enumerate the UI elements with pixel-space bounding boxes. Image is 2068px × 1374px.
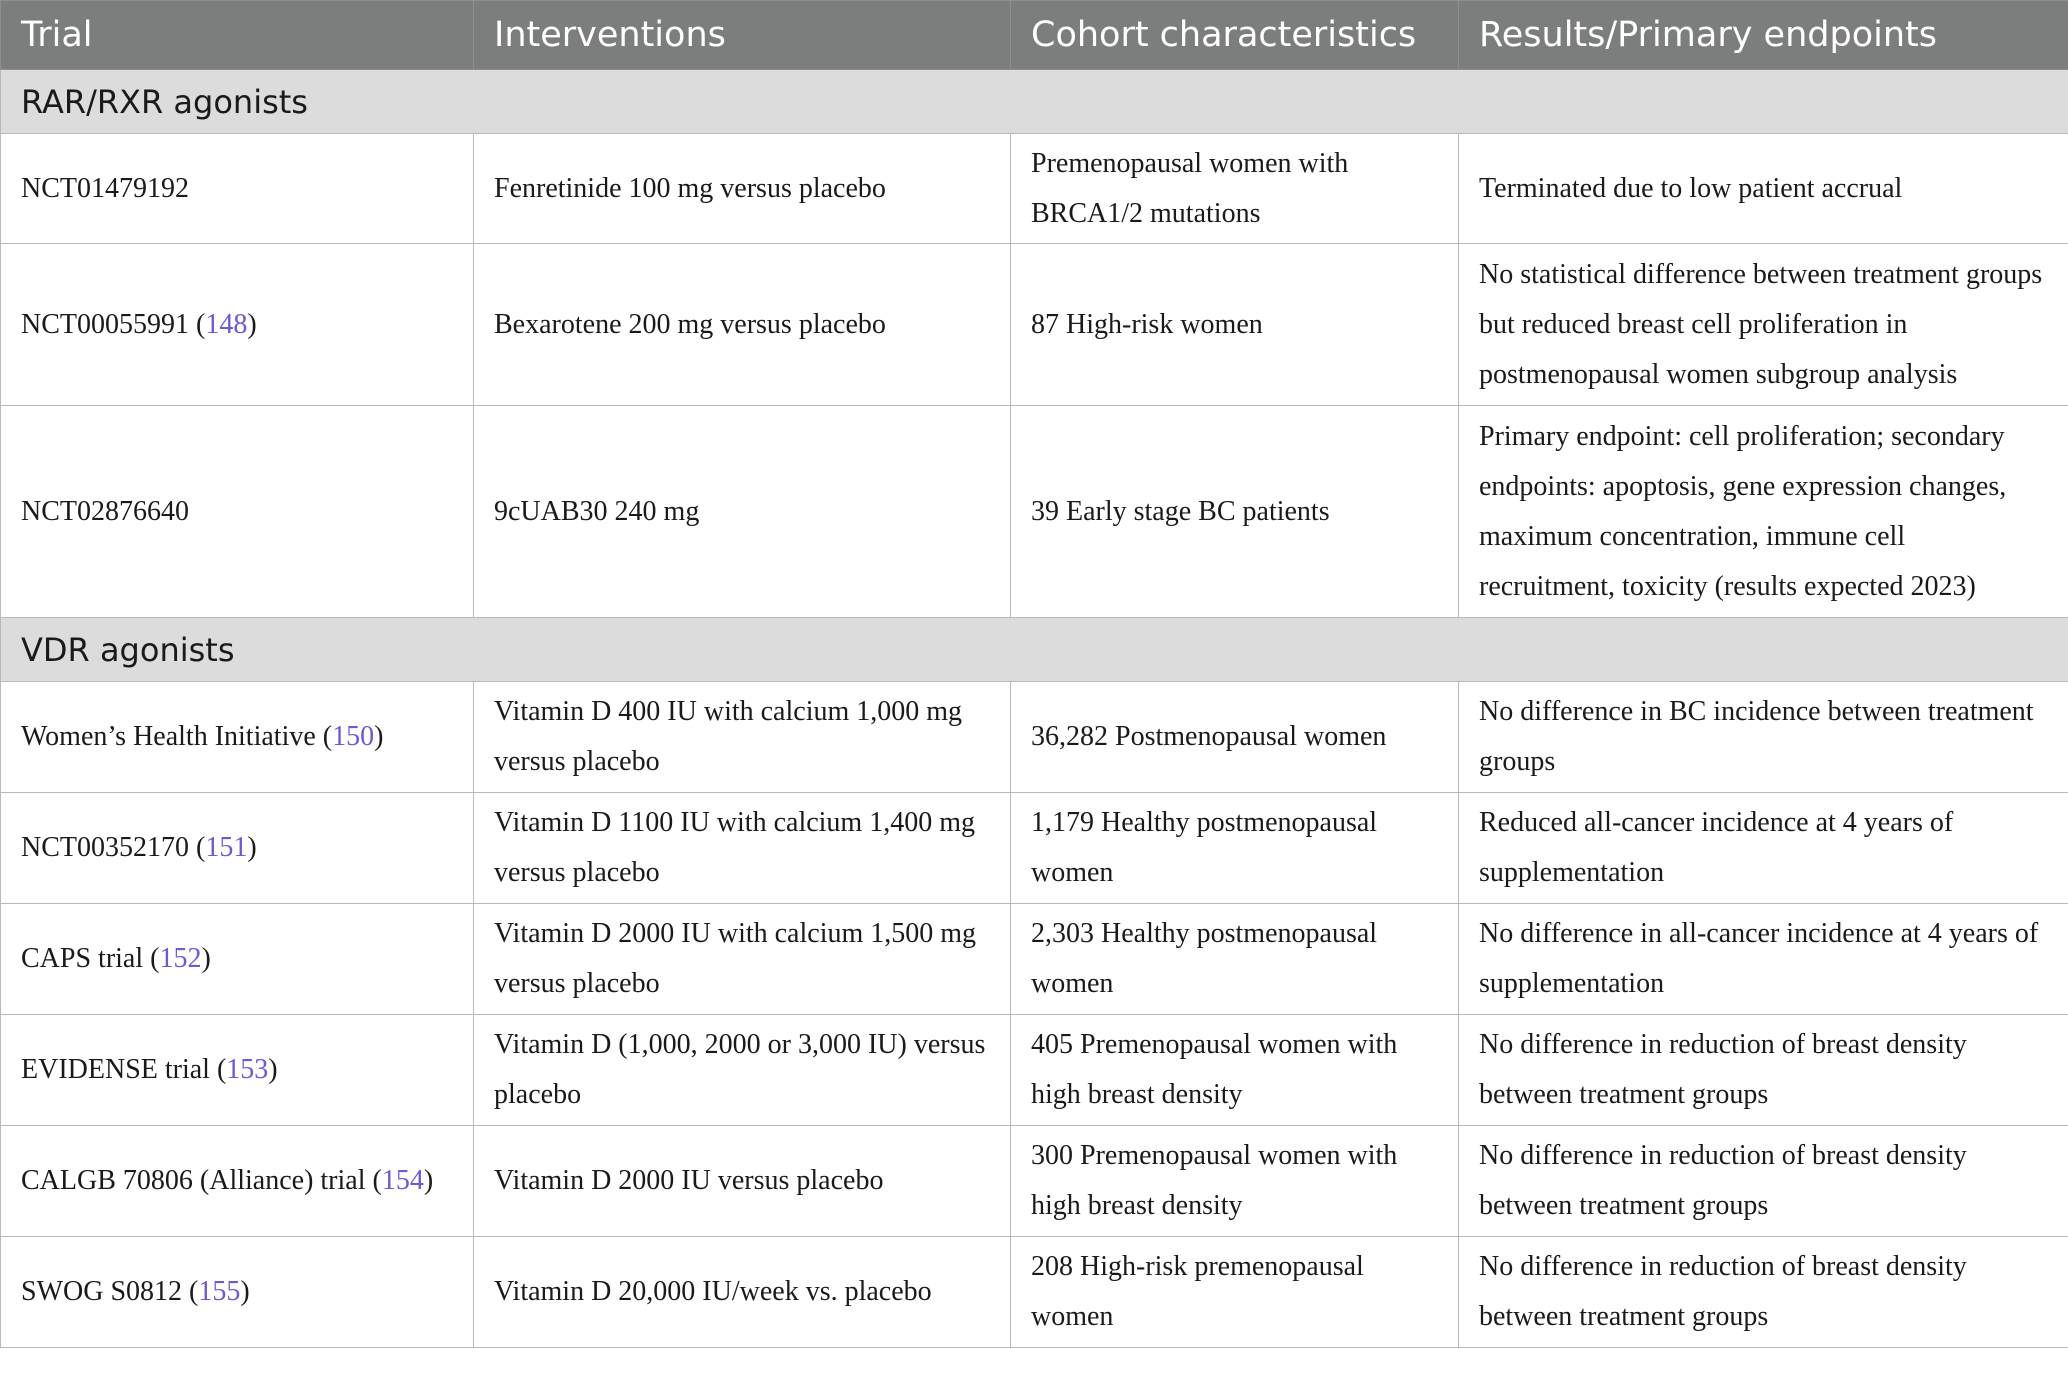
table-row [1, 406, 2068, 618]
reference-link[interactable]: 154 [381, 1165, 424, 1196]
trial-cell: SWOG S0812 (155) [1, 1237, 474, 1348]
trial-name: CALGB 70806 (Alliance) trial [21, 1165, 366, 1196]
table-row [1, 1126, 2068, 1237]
trial-cell [1, 406, 474, 618]
trial-name: NCT01479192 [21, 172, 189, 204]
cohort-cell: 405 Premenopausal women with high breast density [1011, 1015, 1459, 1126]
section-header-vdr [1, 618, 2068, 682]
interventions-cell: Vitamin D 2000 IU versus placebo [474, 1126, 1011, 1237]
reference-link[interactable]: 155 [198, 1276, 241, 1307]
table-row [1, 134, 2068, 244]
trial-cell [1, 134, 474, 244]
trial-cell: EVIDENSE trial (153) [1, 1015, 474, 1126]
results-cell: No difference in reduction of breast density between treatment groups [1459, 1237, 2068, 1348]
trial-cell: NCT00352170 (151) [1, 793, 474, 904]
reference-link[interactable]: 151 [205, 832, 248, 863]
header-row [1, 1, 2068, 70]
table-row [1, 904, 2068, 1015]
section-label: VDR agonists [1, 618, 2068, 682]
results-cell: Terminated due to low patient accrual [1459, 134, 2068, 244]
trial-cell: CAPS trial (152) [1, 904, 474, 1015]
table-row [1, 1015, 2068, 1126]
cohort-cell: 1,179 Healthy postmenopausal women [1011, 793, 1459, 904]
trial-name: NCT00352170 [21, 832, 189, 863]
header-cohort: Cohort characteristics [1011, 1, 1459, 70]
cohort-cell: 39 Early stage BC patients [1011, 406, 1459, 618]
trial-name: SWOG S0812 [21, 1276, 183, 1307]
trial-name: NCT00055991 [21, 308, 189, 340]
header-results: Results/Primary endpoints [1459, 1, 2068, 70]
cohort-cell: 87 High-risk women [1011, 244, 1459, 406]
trial-cell: CALGB 70806 (Alliance) trial (154) [1, 1126, 474, 1237]
cohort-cell: Premenopausal women with BRCA1/2 mutations [1011, 134, 1459, 244]
table-row [1, 793, 2068, 904]
table-row [1, 244, 2068, 406]
interventions-cell: Vitamin D 20,000 IU/week vs. placebo [474, 1237, 1011, 1348]
interventions-cell: Fenretinide 100 mg versus placebo [474, 134, 1011, 244]
results-cell: No statistical difference between treatment groups but reduced breast cell proliferation in postmenopausal women subgroup analysis [1459, 244, 2068, 406]
interventions-cell: Vitamin D 2000 IU with calcium 1,500 mg versus placebo [474, 904, 1011, 1015]
interventions-cell: Vitamin D 400 IU with calcium 1,000 mg versus placebo [474, 682, 1011, 793]
table-body [1, 70, 2068, 1348]
cohort-cell: 2,303 Healthy postmenopausal women [1011, 904, 1459, 1015]
cohort-cell: 36,282 Postmenopausal women [1011, 682, 1459, 793]
cohort-cell: 208 High-risk premenopausal women [1011, 1237, 1459, 1348]
reference-link[interactable]: 152 [159, 943, 202, 974]
table-header [1, 1, 2068, 70]
trial-cell: Women’s Health Initiative (150) [1, 682, 474, 793]
section-label: RAR/RXR agonists [1, 70, 2068, 134]
trial-name: EVIDENSE trial [21, 1054, 210, 1085]
header-trial: Trial [1, 1, 474, 70]
header-interventions: Interventions [474, 1, 1011, 70]
results-cell: Reduced all-cancer incidence at 4 years of supplementation [1459, 793, 2068, 904]
reference-link[interactable]: 148 [205, 308, 248, 340]
results-cell: No difference in all-cancer incidence at 4 years of supplementation [1459, 904, 2068, 1015]
reference-link[interactable]: 153 [226, 1054, 269, 1085]
section-header-rar-rxr [1, 70, 2068, 134]
results-cell: No difference in reduction of breast density between treatment groups [1459, 1015, 2068, 1126]
cohort-cell: 300 Premenopausal women with high breast density [1011, 1126, 1459, 1237]
interventions-cell: Vitamin D (1,000, 2000 or 3,000 IU) versus placebo [474, 1015, 1011, 1126]
trial-name: NCT02876640 [21, 495, 189, 527]
interventions-cell: Bexarotene 200 mg versus placebo [474, 244, 1011, 406]
results-cell: Primary endpoint: cell proliferation; secondary endpoints: apoptosis, gene expression changes, maximum concentration, immune cell recruitment, toxicity (results expected 2023) [1459, 406, 2068, 618]
table-row [1, 682, 2068, 793]
interventions-cell: 9cUAB30 240 mg [474, 406, 1011, 618]
trial-name: CAPS trial [21, 943, 144, 974]
trial-name: Women’s Health Initiative [21, 721, 316, 752]
table-row [1, 1237, 2068, 1348]
interventions-cell: Vitamin D 1100 IU with calcium 1,400 mg versus placebo [474, 793, 1011, 904]
results-cell: No difference in reduction of breast density between treatment groups [1459, 1126, 2068, 1237]
results-cell: No difference in BC incidence between treatment groups [1459, 682, 2068, 793]
reference-link[interactable]: 150 [332, 721, 375, 752]
trial-cell: NCT00055991 (148) [1, 244, 474, 406]
